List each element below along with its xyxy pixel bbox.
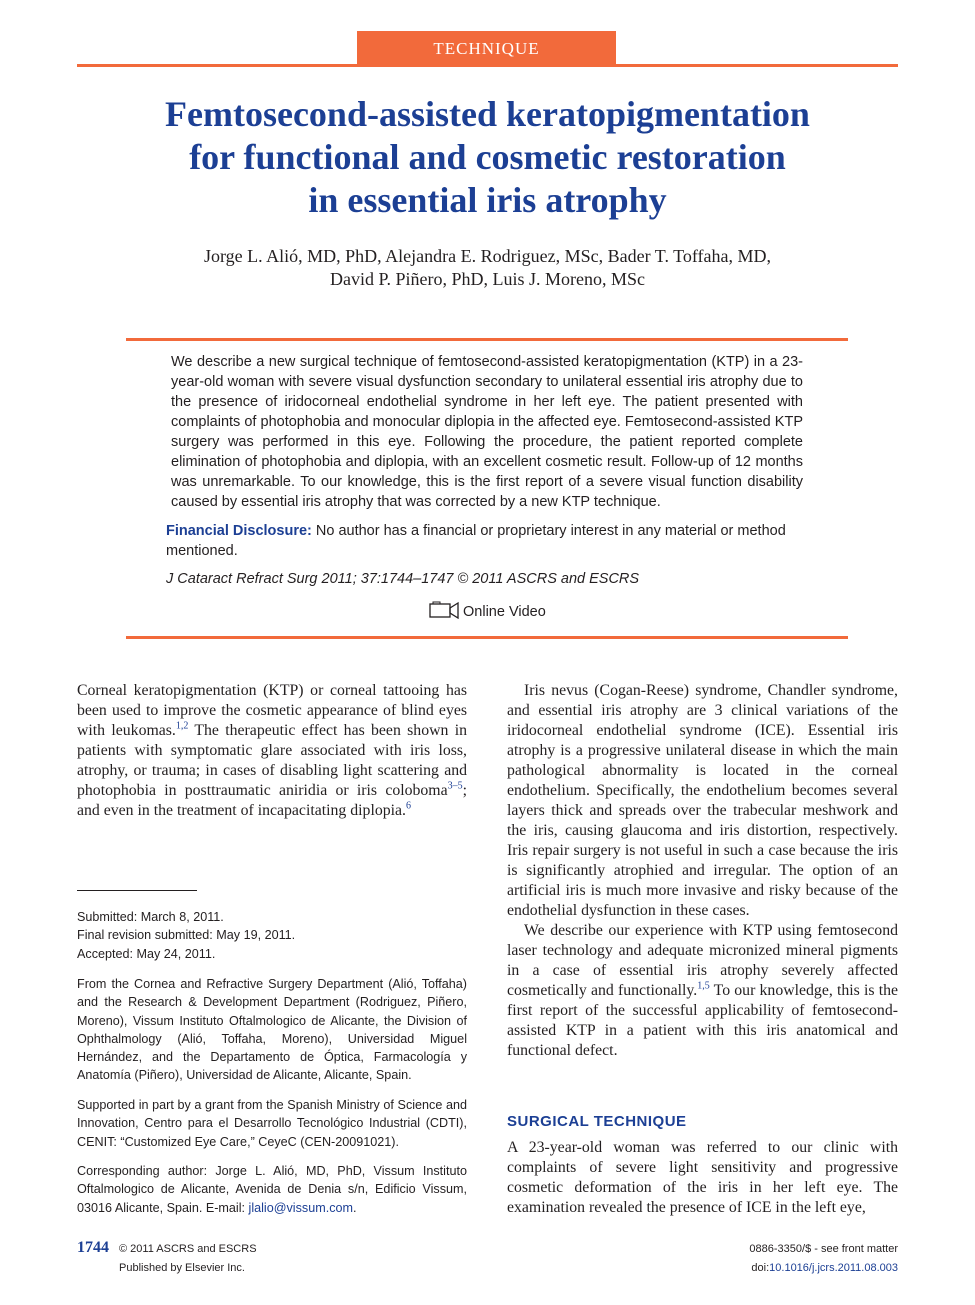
section-heading: SURGICAL TECHNIQUE (507, 1113, 687, 1130)
financial-disclosure (166, 521, 808, 561)
video-camera-icon (429, 601, 459, 623)
reference-link[interactable]: 1,2 (175, 720, 189, 732)
accepted-date: Accepted: May 24, 2011. (77, 946, 216, 961)
title-line: Femtosecond-assisted keratopigmentation (165, 94, 810, 134)
ice-paragraph: Iris nevus (Cogan-Reese) syndrome, Chandler syndrome, and essential iris atrophy are 3 clinical variations of the iridocorneal endothelial syndrome (ICE). Essential iris atrophy is a progressive unilateral disease in which the main pathological abnormality is located in the corneal endothelium. Specifically, the endothelium becomes several layers thick and spreads over the trabecular meshwork and the iris, causing glaucoma and iris distortion, respectively. Iris repair surgery is not useful in such a case because the iris is significantly atrophied and irregular. The option of an artificial iris is much more invasive and risky because of the endothelial dysfunction in these cases. (507, 682, 898, 919)
text-run: We describe our experience with KTP using femtosecond laser technology and adequate micronized mineral pigments in a case of essential iris atrophy severely affected cosmetically and functionally. (507, 922, 898, 999)
text-run: The therapeutic effect has been shown in patients with symptomatic glare associated with iris loss, atrophy, or trauma; in cases of disabling light scattering and photophobia in posttraumatic aniridia or iris coloboma (77, 722, 467, 799)
publisher-text: Published by Elsevier Inc. (119, 1262, 245, 1274)
authors-line: Jorge L. Alió, MD, PhD, Alejandra E. Rodriguez, MSc, Bader T. Toffaha, MD, (204, 246, 771, 266)
text-run: . (353, 1200, 357, 1215)
corresponding-author-footnote (77, 1162, 467, 1217)
reference-link[interactable]: 1,5 (697, 980, 710, 992)
dates-footnote (77, 908, 467, 963)
doi-link[interactable]: 10.1016/j.jcrs.2011.08.003 (769, 1262, 898, 1274)
article-title (77, 93, 898, 222)
left-column-body (77, 681, 467, 821)
reference-link[interactable]: 6 (405, 800, 411, 812)
financial-disclosure-label: Financial Disclosure: (166, 523, 312, 539)
section-tag: TECHNIQUE (357, 31, 616, 65)
abstract-top-rule (126, 338, 848, 341)
case-paragraph: A 23-year-old woman was referred to our clinic with complaints of severe light sensitivity and progressive cosmetic deformation of the iris in her left eye. The examination revealed the presence of ICE in the left eye, (507, 1139, 898, 1216)
title-line: in essential iris atrophy (308, 180, 667, 220)
financial-disclosure-text: No author has a financial or proprietary interest in any material or method mentioned. (166, 523, 786, 559)
footnote-rule (77, 890, 197, 891)
author-list (77, 245, 898, 291)
text-run: Corresponding author: Jorge L. Alió, MD, PhD, Vissum Instituto Oftalmologico de Alicante, Avenida de Denia s/n, Edificio Vissum, 03016 Alicante, Spain. E-mail: (77, 1164, 467, 1215)
doi-line (751, 1262, 898, 1274)
abstract-bottom-rule (126, 636, 848, 639)
title-line: for functional and cosmetic restoration (189, 137, 786, 177)
journal-citation: J Cataract Refract Surg 2011; 37:1744–1747 © 2011 ASCRS and ESCRS (166, 571, 640, 587)
abstract-text: We describe a new surgical technique of femtosecond-assisted keratopigmentation (KTP) in a 23-year-old woman with severe visual dysfunction secondary to unilateral essential iris atrophy due to the presence of iridocorneal endothelial syndrome in her left eye. The patient presented with complaints of photophobia and monocular diplopia in the affected eye. Femtosecond-assisted KTP surgery was performed in this eye. Following the procedure, the patient reported complete elimination of photophobia and diplopia, with an excellent cosmetic result. Follow-up of 12 months was unremarkable. To our knowledge, this is the first report of a severe visual function disability caused by essential iris atrophy that was corrected by a new KTP technique. (171, 354, 803, 510)
affiliation-footnote: From the Cornea and Refractive Surgery Department (Alió, Toffaha) and the Research & Development Department (Rodriguez, Piñero, Moreno), Vissum Instituto Oftalmologico de Alicante, the Division of Ophthalmology (Alió, Toffaha, Moreno), Universidad Miguel Hernández, and the Departamento de Óptica, Farmacología y Anatomía (Piñero), Universidad de Alicante, Alicante, Spain. (77, 977, 467, 1083)
description-paragraph (507, 921, 898, 1061)
page-number: 1744 (77, 1239, 109, 1256)
header-rule (77, 64, 898, 67)
text-run: Corneal keratopigmentation (KTP) or corneal tattooing has been used to improve the cosmetic appearance of blind eyes with leukomas. (77, 682, 467, 739)
copyright-text: © 2011 ASCRS and ESCRS (119, 1243, 257, 1255)
text-run: ; and even in the treatment of incapacitating diplopia. (77, 782, 467, 819)
email-link[interactable]: jlalio@vissum.com (248, 1200, 353, 1215)
issn-text: 0886-3350/$ - see front matter (749, 1243, 898, 1255)
right-column-body (507, 681, 898, 1061)
authors-line: David P. Piñero, PhD, Luis J. Moreno, MSc (329, 269, 645, 289)
revision-date: Final revision submitted: May 19, 2011. (77, 928, 296, 943)
doi-label: doi: (751, 1262, 770, 1274)
support-footnote: Supported in part by a grant from the Spanish Ministry of Science and Innovation, Centro para el Desarrollo Tecnológico Industrial (CDTI), CENIT: “Customized Eye Care,” CeyeC (CEN-20091021). (77, 1098, 467, 1149)
online-video-link[interactable] (429, 601, 546, 623)
intro-paragraph (77, 681, 467, 821)
text-run: To our knowledge, this is the first report of the successful applicability of femtosecond-assisted KTP in a patient with this iris anatomical and functional defect. (507, 982, 898, 1059)
reference-link[interactable]: 3–5 (447, 780, 463, 792)
online-video-label: Online Video (463, 604, 546, 620)
submitted-date: Submitted: March 8, 2011. (77, 910, 224, 924)
